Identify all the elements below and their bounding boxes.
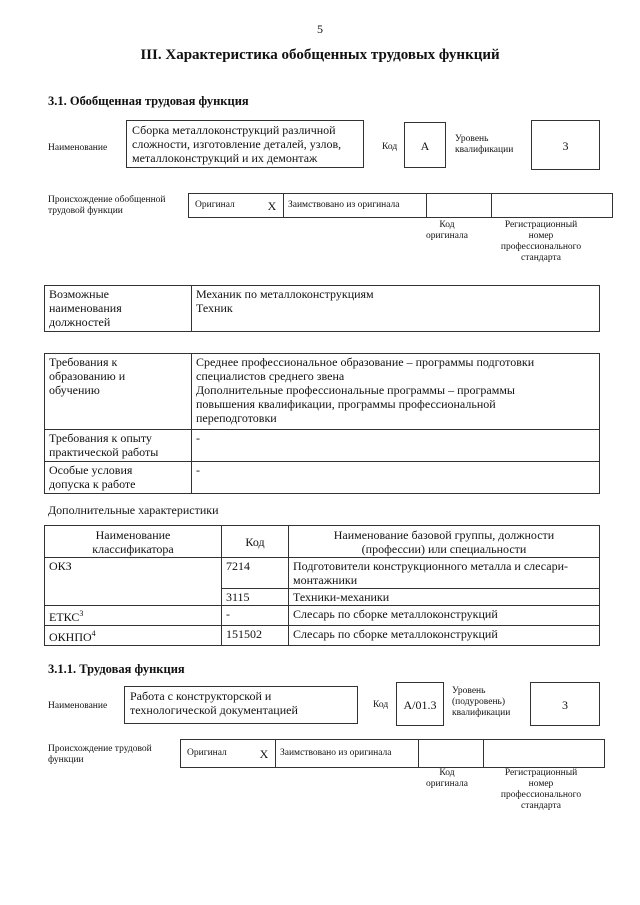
gtf-code-label: Код — [382, 142, 398, 152]
tf-level-label-3: квалификации — [452, 708, 511, 718]
gtf-name-line-2: сложности, изготовление деталей, узлов, — [132, 137, 342, 151]
extra-row-1-code: 3115 — [222, 589, 289, 606]
gtf-name-box — [126, 120, 364, 168]
positions-label-2: наименования — [49, 301, 122, 315]
gtf-code-original-2: оригинала — [426, 231, 468, 241]
edu-line-4: повышения квалификации, программы профессиональной — [196, 397, 496, 411]
tf-borrowed-label: Заимствовано из оригинала — [276, 740, 419, 768]
extra-row-0-code: 7214 — [222, 558, 289, 589]
gtf-origin-label-1: Происхождение обобщенной — [48, 195, 166, 205]
tf-name-box — [124, 686, 358, 724]
extra-row-2-name: Слесарь по сборке металлоконструкций — [289, 606, 600, 626]
edu-label-1: Требования к — [49, 355, 118, 369]
exp-label-1: Требования к опыту — [49, 431, 152, 445]
tf-code-label: Код — [373, 700, 389, 710]
gtf-heading: 3.1. Обобщенная трудовая функция — [48, 94, 249, 108]
gtf-reg-1: Регистрационный — [504, 220, 578, 230]
cond-label-1: Особые условия — [49, 463, 133, 477]
tf-origin-label-2: функции — [48, 755, 84, 765]
gtf-level-label-1: Уровень — [455, 134, 489, 144]
tf-level-value: 3 — [530, 682, 600, 726]
gtf-reg-4: стандарта — [521, 253, 561, 263]
requirements-table — [44, 353, 600, 494]
extra-row-2-clf — [45, 606, 222, 626]
tf-origin-table — [180, 739, 605, 768]
gtf-origin-label-2: трудовой функции — [48, 206, 123, 216]
tf-reg-number-cell — [484, 740, 605, 768]
section-title: III. Характеристика обобщенных трудовых функций — [140, 47, 500, 63]
extra-row-0-name-1: Подготовители конструкционного металла и слесари- — [293, 559, 569, 573]
gtf-code-original-1: Код — [439, 220, 455, 230]
exp-label-2: практической работы — [49, 445, 159, 459]
extra-row-3-name: Слесарь по сборке металлоконструкций — [289, 626, 600, 646]
tf-code-original-2: оригинала — [426, 779, 468, 789]
gtf-borrowed-label: Заимствовано из оригинала — [284, 194, 427, 218]
extra-row-3-clf — [45, 626, 222, 646]
edu-line-3: Дополнительные профессиональные программы – программы — [196, 383, 515, 397]
tf-name-line-1: Работа с конструкторской и — [130, 689, 272, 703]
extra-row-0-clf: ОКЗ — [45, 558, 222, 606]
tf-reg-4: стандарта — [521, 801, 561, 811]
gtf-level-value: 3 — [531, 120, 600, 170]
tf-original-mark: X — [253, 740, 276, 768]
extra-row-3-clf-text: ОКНПО — [49, 630, 92, 644]
tf-original-label: Оригинал — [181, 740, 254, 768]
tf-reg-1: Регистрационный — [504, 768, 578, 778]
gtf-name-label: Наименование — [48, 143, 108, 153]
extra-row-2-sup: 3 — [79, 609, 84, 618]
positions-label-1: Возможные — [49, 287, 109, 301]
tf-level-label-1: Уровень — [452, 686, 486, 696]
extra-col3-2: (профессии) или специальности — [361, 541, 527, 556]
tf-origin-label-1: Происхождение трудовой — [48, 744, 152, 754]
extra-col3-1: Наименование базовой группы, должности — [333, 527, 555, 542]
gtf-origin-table — [188, 193, 613, 218]
extra-col1-1: Наименование — [95, 527, 171, 542]
extra-row-3-sup: 4 — [91, 629, 96, 638]
tf-name-label: Наименование — [48, 701, 108, 711]
cond-label-2: допуска к работе — [49, 477, 136, 491]
extra-table — [44, 525, 600, 646]
extra-row-2-clf-text: ЕТКС — [49, 610, 80, 624]
gtf-reg-number-cell — [492, 194, 613, 218]
extra-row-0-name-2: монтажники — [293, 573, 358, 587]
tf-code-original-cell — [419, 740, 484, 768]
gtf-code-value: A — [404, 122, 446, 168]
tf-reg-3: профессионального — [500, 790, 582, 800]
extra-heading: Дополнительные характеристики — [48, 503, 219, 517]
tf-code-original-1: Код — [439, 768, 455, 778]
edu-line-2: специалистов среднего звена — [196, 369, 345, 383]
exp-value: - — [192, 430, 600, 462]
extra-col2: Код — [222, 526, 289, 558]
positions-value-1: Механик по металлоконструкциям — [196, 287, 374, 301]
tf-heading: 3.1.1. Трудовая функция — [48, 662, 185, 676]
tf-name-line-2: технологической документацией — [130, 703, 298, 717]
edu-label-2: образованию и — [49, 369, 126, 383]
extra-col1-2: классификатора — [92, 541, 174, 556]
page-number: 5 — [317, 22, 323, 36]
gtf-reg-2: номер — [528, 231, 554, 241]
gtf-original-mark: X — [261, 194, 284, 218]
gtf-original-label: Оригинал — [189, 194, 262, 218]
tf-level-label-2: (подуровень) — [452, 697, 506, 707]
positions-label-3: должностей — [49, 315, 111, 329]
extra-row-2-code: - — [222, 606, 289, 626]
tf-code-value: A/01.3 — [396, 682, 444, 726]
positions-table — [44, 285, 600, 332]
cond-value: - — [192, 462, 600, 494]
gtf-name-line-3: металлоконструкций и их демонтаж — [132, 151, 318, 165]
gtf-name-line-1: Сборка металлоконструкций различной — [132, 123, 336, 137]
extra-row-3-code: 151502 — [222, 626, 289, 646]
gtf-code-original-cell — [427, 194, 492, 218]
gtf-level-label-2: квалификации — [455, 145, 514, 155]
edu-line-5: переподготовки — [196, 411, 277, 425]
extra-row-1-name: Техники-механики — [289, 589, 600, 606]
edu-line-1: Среднее профессиональное образование – программы подготовки — [196, 355, 535, 369]
positions-value-2: Техник — [196, 301, 233, 315]
edu-label-3: обучению — [49, 383, 100, 397]
gtf-reg-3: профессионального — [500, 242, 582, 252]
tf-reg-2: номер — [528, 779, 554, 789]
